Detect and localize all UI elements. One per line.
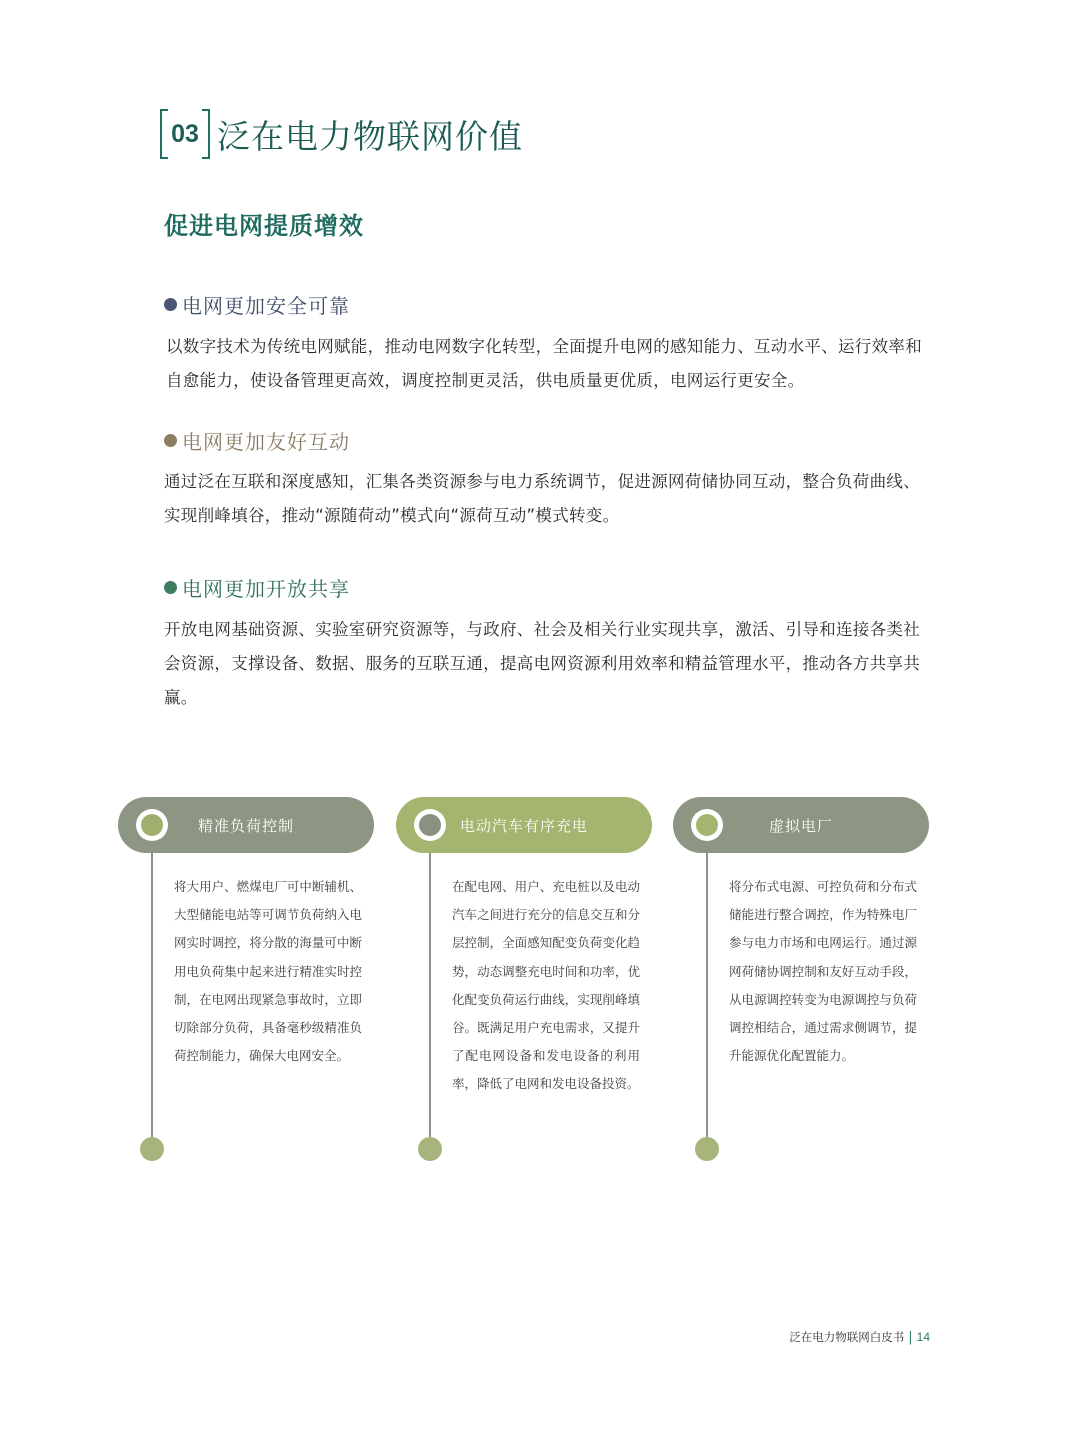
timeline-line [429,853,431,1139]
bullet-dot-icon [164,581,177,594]
timeline-end-dot-icon [140,1137,164,1161]
subsection-heading-text: 电网更加友好互动 [182,430,350,454]
ring-icon [136,809,168,841]
card-header [118,797,374,853]
timeline-end-dot-icon [695,1137,719,1161]
card-header [673,797,929,853]
chapter-number: 03 [171,119,199,148]
ring-icon [691,809,723,841]
bracket-left [160,109,168,159]
subsection-paragraph-1: 以数字技术为传统电网赋能，推动电网数字化转型，全面提升电网的感知能力、互动水平、运行效率和自愈能力，使设备管理更高效，调度控制更灵活，供电质量更优质，电网运行更安全。 [166,337,922,390]
card-ev-charging [396,797,652,1167]
subsection-heading-text: 电网更加安全可靠 [182,294,350,318]
page-number: 14 [916,1330,930,1344]
footer-doc-title: 泛在电力物联网白皮书 [789,1330,905,1344]
card-header [396,797,652,853]
subsection-paragraph-2: 通过泛在互联和深度感知，汇集各类资源参与电力系统调节，促进源网荷储协同互动，整合负荷曲线、实现削峰填谷，推动“源随荷动”模式向“源荷互动”模式转变。 [164,472,920,525]
chapter-number-box [160,109,210,159]
page-footer [789,1329,930,1345]
section-title: 促进电网提质增效 [164,212,364,240]
card-title: 精准负荷控制 [197,816,294,835]
timeline-line [151,853,153,1139]
ring-icon [414,809,446,841]
bullet-dot-icon [164,298,177,311]
card-virtual-plant [673,797,929,1167]
subsection-heading-1 [164,290,350,319]
chapter-title: 泛在电力物联网价值 [217,116,523,156]
subsection-heading-text: 电网更加开放共享 [182,577,350,601]
card-text: 在配电网、用户、充电桩以及电动汽车之间进行充分的信息交互和分层控制，全面感知配变负荷变化趋势，动态调整充电时间和功率，优化配变负荷运行曲线，实现削峰填谷。既满足用户充电需求，又提升了配电网设备和发电设备的利用率，降低了电网和发电设备投资。 [452,879,640,1092]
footer-separator: | [908,1329,913,1345]
card-text: 将大用户、燃煤电厂可中断辅机、大型储能电站等可调节负荷纳入电网实时调控，将分散的海量可中断用电负荷集中起来进行精准实时控制，在电网出现紧急事故时，立即切除部分负荷，具备毫秒级精准负荷控制能力，确保大电网安全。 [174,879,362,1064]
card-text: 将分布式电源、可控负荷和分布式储能进行整合调控，作为特殊电厂参与电力市场和电网运行。通过源网荷储协调控制和友好互动手段，从电源调控转变为电源调控与负荷调控相结合，通过需求侧调节，提升能源优化配置能力。 [729,879,917,1064]
subsection-heading-3 [164,573,350,602]
card-load-control [118,797,374,1167]
card-title: 虚拟电厂 [768,816,833,835]
subsection-paragraph-3: 开放电网基础资源、实验室研究资源等，与政府、社会及相关行业实现共享，激活、引导和连接各类社会资源，支撑设备、数据、服务的互联互通，提高电网资源利用效率和精益管理水平，推动各方共享共赢。 [164,620,920,707]
card-title: 电动汽车有序充电 [459,816,588,835]
timeline-line [706,853,708,1139]
timeline-end-dot-icon [418,1137,442,1161]
subsection-heading-2 [164,426,350,455]
bracket-right [202,109,210,159]
chapter-heading [160,108,523,160]
bullet-dot-icon [164,434,177,447]
